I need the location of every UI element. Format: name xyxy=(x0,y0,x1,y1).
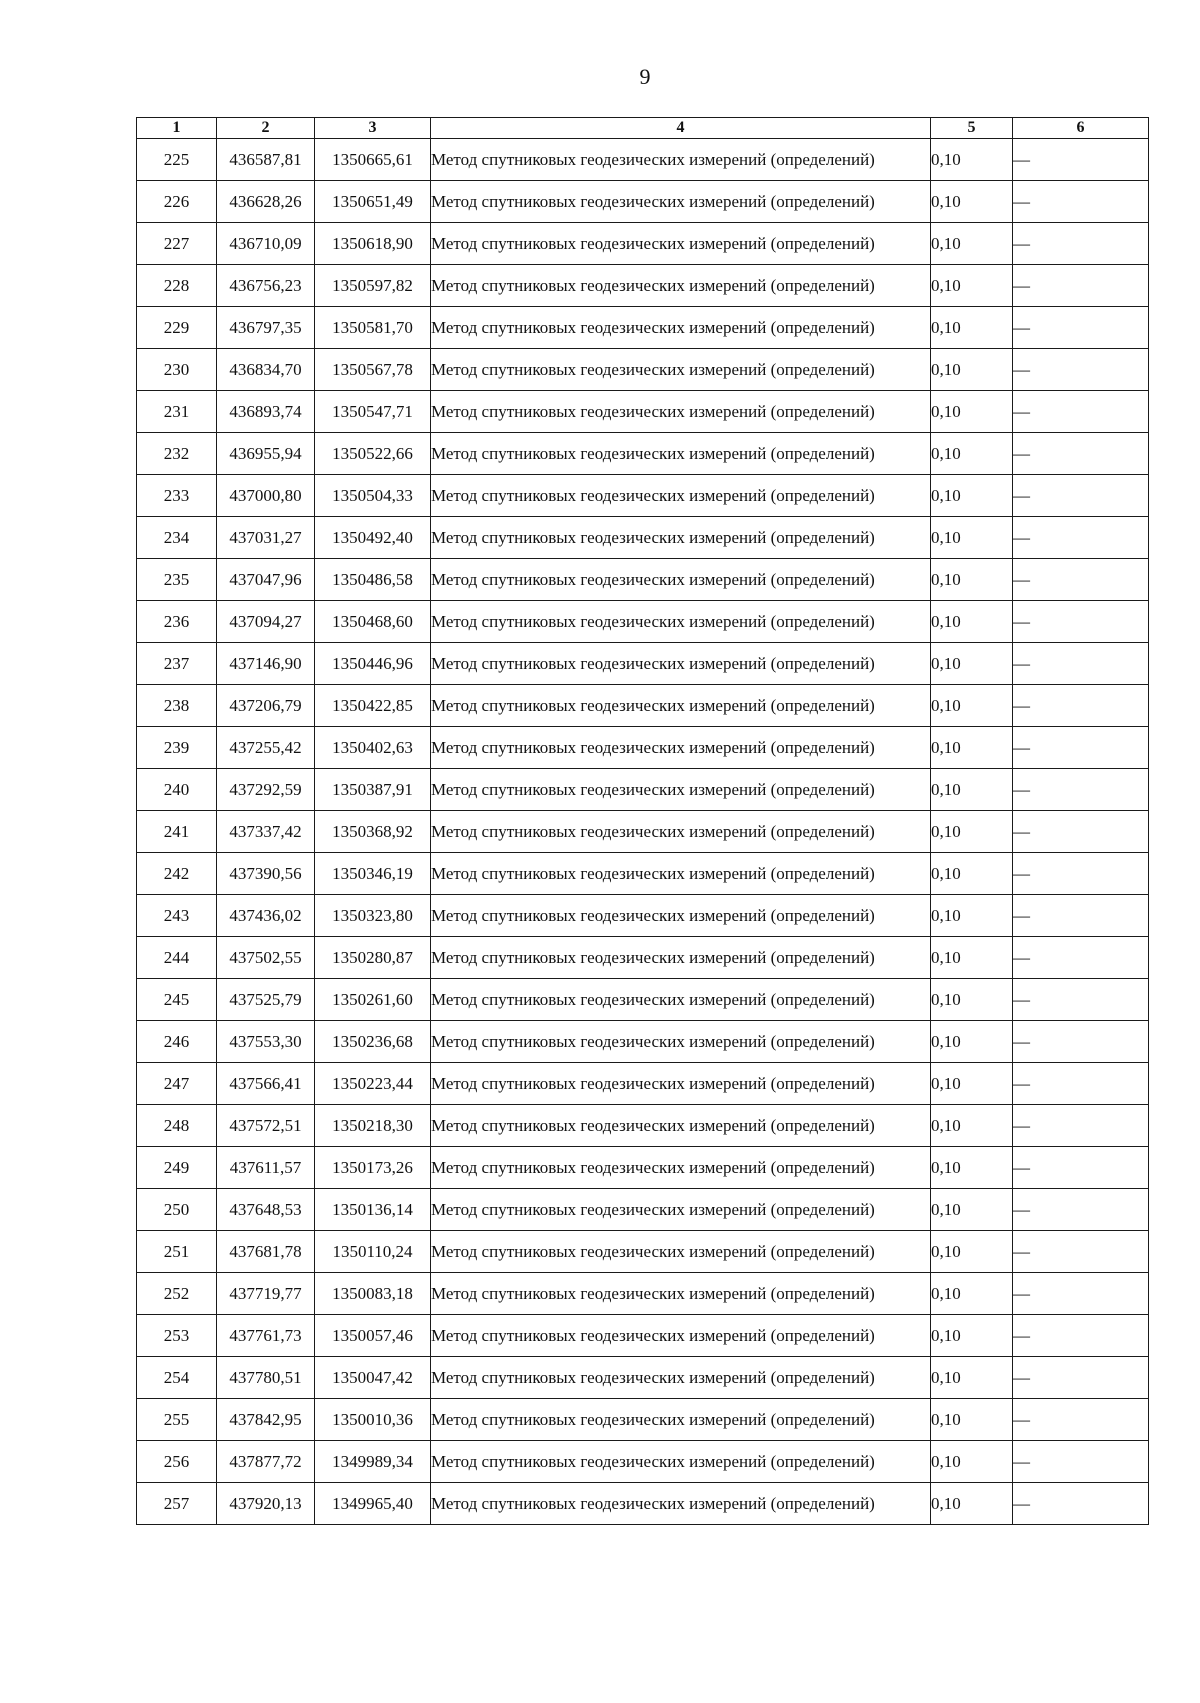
accuracy-cell: 0,10 xyxy=(931,559,1013,601)
method-cell: Метод спутниковых геодезических измерений (определений) xyxy=(431,265,931,307)
point-number-cell: 229 xyxy=(137,307,217,349)
table-row xyxy=(137,601,1149,643)
table-row xyxy=(137,727,1149,769)
y-coordinate-cell: 1350218,30 xyxy=(315,1105,431,1147)
point-number-cell: 226 xyxy=(137,181,217,223)
accuracy-cell: 0,10 xyxy=(931,643,1013,685)
table-row xyxy=(137,433,1149,475)
x-coordinate-cell: 436893,74 xyxy=(217,391,315,433)
y-coordinate-cell: 1350368,92 xyxy=(315,811,431,853)
method-cell: Метод спутниковых геодезических измерений (определений) xyxy=(431,1273,931,1315)
point-number-cell: 248 xyxy=(137,1105,217,1147)
table-row xyxy=(137,517,1149,559)
note-cell: — xyxy=(1013,139,1149,181)
method-cell: Метод спутниковых геодезических измерений (определений) xyxy=(431,223,931,265)
accuracy-cell: 0,10 xyxy=(931,181,1013,223)
method-cell: Метод спутниковых геодезических измерений (определений) xyxy=(431,349,931,391)
accuracy-cell: 0,10 xyxy=(931,1189,1013,1231)
method-cell: Метод спутниковых геодезических измерений (определений) xyxy=(431,853,931,895)
point-number-cell: 233 xyxy=(137,475,217,517)
table-row xyxy=(137,853,1149,895)
x-coordinate-cell: 437681,78 xyxy=(217,1231,315,1273)
note-cell: — xyxy=(1013,769,1149,811)
accuracy-cell: 0,10 xyxy=(931,1315,1013,1357)
note-cell: — xyxy=(1013,559,1149,601)
accuracy-cell: 0,10 xyxy=(931,1483,1013,1525)
y-coordinate-cell: 1350402,63 xyxy=(315,727,431,769)
method-cell: Метод спутниковых геодезических измерений (определений) xyxy=(431,1063,931,1105)
point-number-cell: 225 xyxy=(137,139,217,181)
table-row xyxy=(137,1483,1149,1525)
table-row xyxy=(137,937,1149,979)
note-cell: — xyxy=(1013,601,1149,643)
y-coordinate-cell: 1350468,60 xyxy=(315,601,431,643)
table-row xyxy=(137,1231,1149,1273)
method-cell: Метод спутниковых геодезических измерений (определений) xyxy=(431,139,931,181)
point-number-cell: 236 xyxy=(137,601,217,643)
point-number-cell: 247 xyxy=(137,1063,217,1105)
method-cell: Метод спутниковых геодезических измерений (определений) xyxy=(431,685,931,727)
method-cell: Метод спутниковых геодезических измерений (определений) xyxy=(431,643,931,685)
note-cell: — xyxy=(1013,727,1149,769)
table-row xyxy=(137,1189,1149,1231)
x-coordinate-cell: 437206,79 xyxy=(217,685,315,727)
y-coordinate-cell: 1350504,33 xyxy=(315,475,431,517)
y-coordinate-cell: 1350057,46 xyxy=(315,1315,431,1357)
note-cell: — xyxy=(1013,391,1149,433)
note-cell: — xyxy=(1013,1105,1149,1147)
x-coordinate-cell: 437842,95 xyxy=(217,1399,315,1441)
point-number-cell: 256 xyxy=(137,1441,217,1483)
accuracy-cell: 0,10 xyxy=(931,1441,1013,1483)
table-row xyxy=(137,181,1149,223)
x-coordinate-cell: 437255,42 xyxy=(217,727,315,769)
x-coordinate-cell: 436628,26 xyxy=(217,181,315,223)
accuracy-cell: 0,10 xyxy=(931,1399,1013,1441)
y-coordinate-cell: 1350422,85 xyxy=(315,685,431,727)
method-cell: Метод спутниковых геодезических измерений (определений) xyxy=(431,559,931,601)
x-coordinate-cell: 437031,27 xyxy=(217,517,315,559)
table-row xyxy=(137,1063,1149,1105)
y-coordinate-cell: 1350083,18 xyxy=(315,1273,431,1315)
accuracy-cell: 0,10 xyxy=(931,139,1013,181)
table-header xyxy=(137,118,1149,139)
table-row xyxy=(137,769,1149,811)
x-coordinate-cell: 437566,41 xyxy=(217,1063,315,1105)
note-cell: — xyxy=(1013,1483,1149,1525)
y-coordinate-cell: 1350010,36 xyxy=(315,1399,431,1441)
point-number-cell: 257 xyxy=(137,1483,217,1525)
header-cell-1: 1 xyxy=(137,118,217,139)
table-row xyxy=(137,811,1149,853)
note-cell: — xyxy=(1013,1147,1149,1189)
accuracy-cell: 0,10 xyxy=(931,685,1013,727)
accuracy-cell: 0,10 xyxy=(931,223,1013,265)
table-row xyxy=(137,475,1149,517)
x-coordinate-cell: 437146,90 xyxy=(217,643,315,685)
y-coordinate-cell: 1350567,78 xyxy=(315,349,431,391)
table-row xyxy=(137,1105,1149,1147)
table-row xyxy=(137,265,1149,307)
method-cell: Метод спутниковых геодезических измерений (определений) xyxy=(431,1315,931,1357)
note-cell: — xyxy=(1013,265,1149,307)
y-coordinate-cell: 1350492,40 xyxy=(315,517,431,559)
method-cell: Метод спутниковых геодезических измерений (определений) xyxy=(431,1483,931,1525)
y-coordinate-cell: 1350522,66 xyxy=(315,433,431,475)
note-cell: — xyxy=(1013,475,1149,517)
method-cell: Метод спутниковых геодезических измерений (определений) xyxy=(431,517,931,559)
x-coordinate-cell: 436834,70 xyxy=(217,349,315,391)
table-row xyxy=(137,559,1149,601)
y-coordinate-cell: 1350346,19 xyxy=(315,853,431,895)
note-cell: — xyxy=(1013,349,1149,391)
point-number-cell: 250 xyxy=(137,1189,217,1231)
y-coordinate-cell: 1349989,34 xyxy=(315,1441,431,1483)
point-number-cell: 230 xyxy=(137,349,217,391)
x-coordinate-cell: 437292,59 xyxy=(217,769,315,811)
note-cell: — xyxy=(1013,1441,1149,1483)
accuracy-cell: 0,10 xyxy=(931,979,1013,1021)
accuracy-cell: 0,10 xyxy=(931,391,1013,433)
method-cell: Метод спутниковых геодезических измерений (определений) xyxy=(431,1441,931,1483)
point-number-cell: 232 xyxy=(137,433,217,475)
x-coordinate-cell: 437572,51 xyxy=(217,1105,315,1147)
x-coordinate-cell: 437337,42 xyxy=(217,811,315,853)
point-number-cell: 246 xyxy=(137,1021,217,1063)
accuracy-cell: 0,10 xyxy=(931,517,1013,559)
x-coordinate-cell: 436587,81 xyxy=(217,139,315,181)
note-cell: — xyxy=(1013,433,1149,475)
method-cell: Метод спутниковых геодезических измерений (определений) xyxy=(431,391,931,433)
method-cell: Метод спутниковых геодезических измерений (определений) xyxy=(431,1189,931,1231)
y-coordinate-cell: 1350173,26 xyxy=(315,1147,431,1189)
accuracy-cell: 0,10 xyxy=(931,1063,1013,1105)
x-coordinate-cell: 436756,23 xyxy=(217,265,315,307)
table-row xyxy=(137,1399,1149,1441)
note-cell: — xyxy=(1013,685,1149,727)
point-number-cell: 240 xyxy=(137,769,217,811)
point-number-cell: 238 xyxy=(137,685,217,727)
x-coordinate-cell: 437611,57 xyxy=(217,1147,315,1189)
y-coordinate-cell: 1350136,14 xyxy=(315,1189,431,1231)
x-coordinate-cell: 437877,72 xyxy=(217,1441,315,1483)
x-coordinate-cell: 437436,02 xyxy=(217,895,315,937)
method-cell: Метод спутниковых геодезических измерений (определений) xyxy=(431,433,931,475)
method-cell: Метод спутниковых геодезических измерений (определений) xyxy=(431,979,931,1021)
table-row xyxy=(137,349,1149,391)
point-number-cell: 243 xyxy=(137,895,217,937)
point-number-cell: 242 xyxy=(137,853,217,895)
y-coordinate-cell: 1350047,42 xyxy=(315,1357,431,1399)
table-row xyxy=(137,1357,1149,1399)
accuracy-cell: 0,10 xyxy=(931,895,1013,937)
y-coordinate-cell: 1350486,58 xyxy=(315,559,431,601)
point-number-cell: 254 xyxy=(137,1357,217,1399)
table-row xyxy=(137,979,1149,1021)
accuracy-cell: 0,10 xyxy=(931,601,1013,643)
note-cell: — xyxy=(1013,1189,1149,1231)
point-number-cell: 252 xyxy=(137,1273,217,1315)
x-coordinate-cell: 437719,77 xyxy=(217,1273,315,1315)
point-number-cell: 241 xyxy=(137,811,217,853)
point-number-cell: 231 xyxy=(137,391,217,433)
point-number-cell: 251 xyxy=(137,1231,217,1273)
accuracy-cell: 0,10 xyxy=(931,811,1013,853)
accuracy-cell: 0,10 xyxy=(931,1105,1013,1147)
header-cell-5: 5 xyxy=(931,118,1013,139)
accuracy-cell: 0,10 xyxy=(931,307,1013,349)
accuracy-cell: 0,10 xyxy=(931,727,1013,769)
table-row xyxy=(137,1021,1149,1063)
header-cell-6: 6 xyxy=(1013,118,1149,139)
table-row xyxy=(137,895,1149,937)
y-coordinate-cell: 1350446,96 xyxy=(315,643,431,685)
table-row xyxy=(137,1273,1149,1315)
method-cell: Метод спутниковых геодезических измерений (определений) xyxy=(431,769,931,811)
x-coordinate-cell: 437094,27 xyxy=(217,601,315,643)
y-coordinate-cell: 1350597,82 xyxy=(315,265,431,307)
x-coordinate-cell: 437761,73 xyxy=(217,1315,315,1357)
y-coordinate-cell: 1350236,68 xyxy=(315,1021,431,1063)
note-cell: — xyxy=(1013,517,1149,559)
note-cell: — xyxy=(1013,1231,1149,1273)
accuracy-cell: 0,10 xyxy=(931,937,1013,979)
header-cell-3: 3 xyxy=(315,118,431,139)
accuracy-cell: 0,10 xyxy=(931,433,1013,475)
method-cell: Метод спутниковых геодезических измерений (определений) xyxy=(431,727,931,769)
point-number-cell: 237 xyxy=(137,643,217,685)
table-body xyxy=(137,139,1149,1525)
table-row xyxy=(137,139,1149,181)
header-cell-2: 2 xyxy=(217,118,315,139)
method-cell: Метод спутниковых геодезических измерений (определений) xyxy=(431,1147,931,1189)
note-cell: — xyxy=(1013,1399,1149,1441)
point-number-cell: 249 xyxy=(137,1147,217,1189)
x-coordinate-cell: 437390,56 xyxy=(217,853,315,895)
point-number-cell: 227 xyxy=(137,223,217,265)
x-coordinate-cell: 437502,55 xyxy=(217,937,315,979)
x-coordinate-cell: 437780,51 xyxy=(217,1357,315,1399)
table-row xyxy=(137,223,1149,265)
x-coordinate-cell: 437525,79 xyxy=(217,979,315,1021)
method-cell: Метод спутниковых геодезических измерений (определений) xyxy=(431,895,931,937)
y-coordinate-cell: 1350665,61 xyxy=(315,139,431,181)
method-cell: Метод спутниковых геодезических измерений (определений) xyxy=(431,811,931,853)
method-cell: Метод спутниковых геодезических измерений (определений) xyxy=(431,1231,931,1273)
x-coordinate-cell: 437047,96 xyxy=(217,559,315,601)
y-coordinate-cell: 1349965,40 xyxy=(315,1483,431,1525)
note-cell: — xyxy=(1013,937,1149,979)
x-coordinate-cell: 437553,30 xyxy=(217,1021,315,1063)
table-row xyxy=(137,391,1149,433)
y-coordinate-cell: 1350261,60 xyxy=(315,979,431,1021)
method-cell: Метод спутниковых геодезических измерений (определений) xyxy=(431,307,931,349)
accuracy-cell: 0,10 xyxy=(931,1231,1013,1273)
accuracy-cell: 0,10 xyxy=(931,1273,1013,1315)
x-coordinate-cell: 437000,80 xyxy=(217,475,315,517)
y-coordinate-cell: 1350323,80 xyxy=(315,895,431,937)
point-number-cell: 244 xyxy=(137,937,217,979)
accuracy-cell: 0,10 xyxy=(931,853,1013,895)
y-coordinate-cell: 1350581,70 xyxy=(315,307,431,349)
table-row xyxy=(137,643,1149,685)
accuracy-cell: 0,10 xyxy=(931,1147,1013,1189)
table-row xyxy=(137,1315,1149,1357)
x-coordinate-cell: 436955,94 xyxy=(217,433,315,475)
note-cell: — xyxy=(1013,1315,1149,1357)
method-cell: Метод спутниковых геодезических измерений (определений) xyxy=(431,1357,931,1399)
point-number-cell: 235 xyxy=(137,559,217,601)
table-row xyxy=(137,1441,1149,1483)
y-coordinate-cell: 1350223,44 xyxy=(315,1063,431,1105)
table-row xyxy=(137,685,1149,727)
accuracy-cell: 0,10 xyxy=(931,349,1013,391)
coordinates-table xyxy=(136,117,1149,1525)
header-cell-4: 4 xyxy=(431,118,931,139)
x-coordinate-cell: 437648,53 xyxy=(217,1189,315,1231)
note-cell: — xyxy=(1013,811,1149,853)
y-coordinate-cell: 1350387,91 xyxy=(315,769,431,811)
method-cell: Метод спутниковых геодезических измерений (определений) xyxy=(431,1021,931,1063)
x-coordinate-cell: 436797,35 xyxy=(217,307,315,349)
point-number-cell: 228 xyxy=(137,265,217,307)
note-cell: — xyxy=(1013,643,1149,685)
note-cell: — xyxy=(1013,1357,1149,1399)
note-cell: — xyxy=(1013,895,1149,937)
note-cell: — xyxy=(1013,181,1149,223)
method-cell: Метод спутниковых геодезических измерений (определений) xyxy=(431,601,931,643)
accuracy-cell: 0,10 xyxy=(931,1021,1013,1063)
point-number-cell: 239 xyxy=(137,727,217,769)
note-cell: — xyxy=(1013,1021,1149,1063)
method-cell: Метод спутниковых геодезических измерений (определений) xyxy=(431,1105,931,1147)
method-cell: Метод спутниковых геодезических измерений (определений) xyxy=(431,475,931,517)
x-coordinate-cell: 437920,13 xyxy=(217,1483,315,1525)
header-row xyxy=(137,118,1149,139)
point-number-cell: 255 xyxy=(137,1399,217,1441)
note-cell: — xyxy=(1013,1273,1149,1315)
note-cell: — xyxy=(1013,853,1149,895)
method-cell: Метод спутниковых геодезических измерений (определений) xyxy=(431,1399,931,1441)
table-row xyxy=(137,307,1149,349)
y-coordinate-cell: 1350651,49 xyxy=(315,181,431,223)
note-cell: — xyxy=(1013,979,1149,1021)
y-coordinate-cell: 1350280,87 xyxy=(315,937,431,979)
accuracy-cell: 0,10 xyxy=(931,475,1013,517)
method-cell: Метод спутниковых геодезических измерений (определений) xyxy=(431,181,931,223)
y-coordinate-cell: 1350618,90 xyxy=(315,223,431,265)
point-number-cell: 253 xyxy=(137,1315,217,1357)
note-cell: — xyxy=(1013,307,1149,349)
accuracy-cell: 0,10 xyxy=(931,1357,1013,1399)
note-cell: — xyxy=(1013,1063,1149,1105)
accuracy-cell: 0,10 xyxy=(931,769,1013,811)
y-coordinate-cell: 1350547,71 xyxy=(315,391,431,433)
note-cell: — xyxy=(1013,223,1149,265)
page-number: 9 xyxy=(639,64,651,89)
method-cell: Метод спутниковых геодезических измерений (определений) xyxy=(431,937,931,979)
accuracy-cell: 0,10 xyxy=(931,265,1013,307)
point-number-cell: 234 xyxy=(137,517,217,559)
x-coordinate-cell: 436710,09 xyxy=(217,223,315,265)
y-coordinate-cell: 1350110,24 xyxy=(315,1231,431,1273)
table-row xyxy=(137,1147,1149,1189)
point-number-cell: 245 xyxy=(137,979,217,1021)
